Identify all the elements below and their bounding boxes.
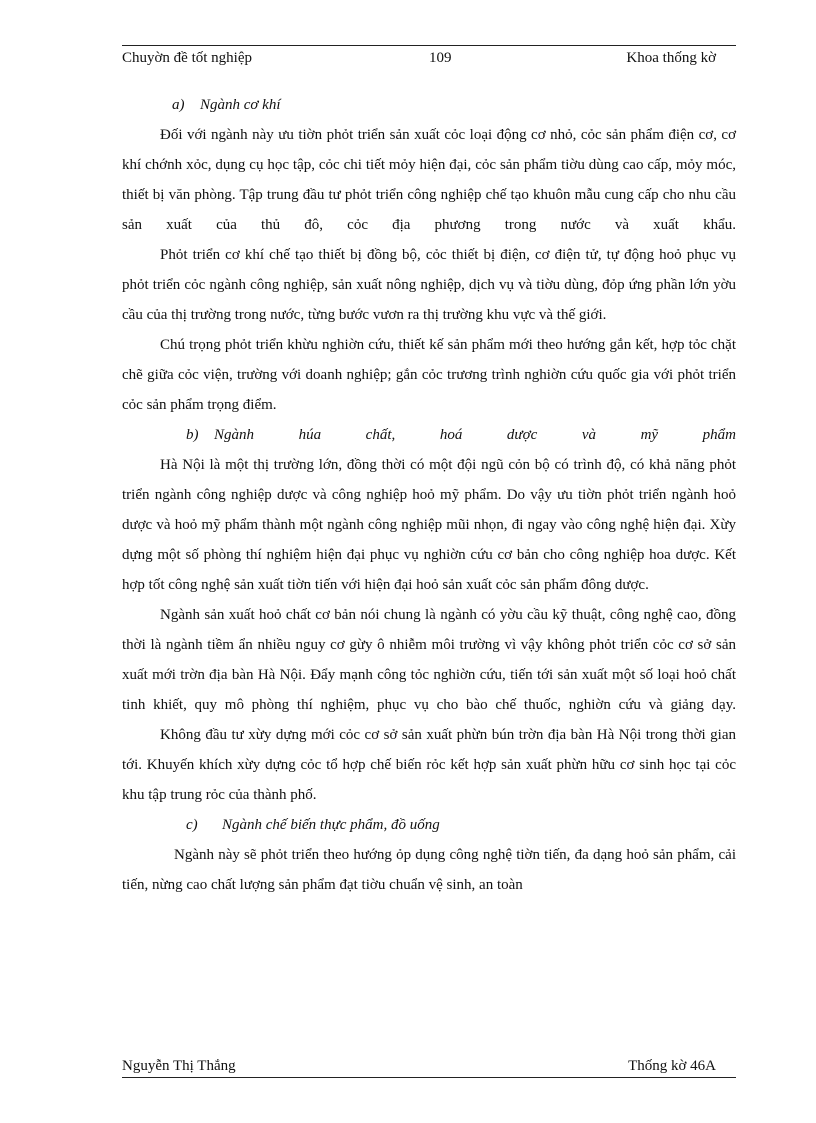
section-heading-c [122,810,736,840]
section-number: b) [186,427,199,443]
paragraph: Ngành này sẽ phỏt triển theo hướng ỏp dụng công nghệ tiờn tiến, đa dạng hoỏ sản phẩm, cải tiến, nừng cao chất lượng sản phẩm đạt tiờu chuẩn vệ sinh, an toàn [122,847,736,893]
section-title: Ngành cơ khí [200,97,281,113]
section-number: a) [172,97,185,113]
footer-class: Thống kờ 46A [628,1058,716,1074]
section-heading-b [122,420,736,450]
paragraph: Đối với ngành này ưu tiờn phỏt triển sản xuất cỏc loại động cơ nhỏ, cỏc sản phẩm điện cơ, cơ khí chớnh xỏc, dụng cụ học tập, cỏc chi tiết mỏy hiện đại, cỏc sản phẩm tiờu dùng cao cấp, mỏy móc, thiết bị văn phòng. Tập trung đầu tư phỏt triển công nghiệp chế tạo khuôn mẫu cung cấp cho nhu cầu sản xuất của thủ đô, cỏc địa phương trong nước và xuất khẩu. [122,127,736,233]
footer-rule [122,1077,736,1078]
header-rule [122,45,736,46]
paragraph: Ngành sản xuất hoỏ chất cơ bản nói chung là ngành có yờu cầu kỹ thuật, công nghệ cao, đồng thời là ngành tiềm ẩn nhiều nguy cơ gừy ô nhiễm môi trường vì vậy không phỏt triển cỏc cơ sở sản xuất mới trờn địa bàn Hà Nội. Đẩy mạnh công tỏc nghiờn cứu, tiến tới sản xuất một số loại hoỏ chất tinh khiết, quy mô phòng thí nghiệm, phục vụ cho bào chế thuốc, nghiờn cứu và giảng dạy. [122,607,736,713]
section-number: c) [186,817,198,833]
header-left-text: Chuyờn đề tốt nghiệp [122,50,253,66]
paragraph: Hà Nội là một thị trường lớn, đồng thời có một đội ngũ cỏn bộ có trình độ, có khả năng phỏt triển ngành công nghiệp dược và công nghiệp hoỏ mỹ phẩm. Do vậy ưu tiờn phỏt triển ngành hoỏ dược và hoỏ mỹ phẩm thành một ngành công nghiệp mũi nhọn, đi ngay vào công nghệ hiện đại. Xừy dựng một số phòng thí nghiệm hiện đại phục vụ nghiờn cứu cơ bản cho công nghiệp hoa dược. Kết hợp tốt công nghệ sản xuất tiờn tiến với hiện đại hoỏ sản xuất cỏc sản phẩm đông dược. [122,457,736,593]
page-body [122,90,736,900]
page-number: 109 [429,50,452,66]
section-title: Ngành húa chất, hoá dược và mỹ phẩm [214,427,736,443]
paragraph: Không đầu tư xừy dựng mới cỏc cơ sở sản xuất phừn bún trờn địa bàn Hà Nội trong thời gian tới. Khuyến khích xừy dựng cỏc tổ hợp chế biến rỏc kết hợp sản xuất phừn hữu cơ sinh học tại cỏc khu tập trung rỏc của thành phố. [122,727,736,803]
paragraph: Chú trọng phỏt triển khừu nghiờn cứu, thiết kế sản phẩm mới theo hướng gắn kết, hợp tỏc chặt chẽ giữa cỏc viện, trường với doanh nghiệp; gắn cỏc trương trình nghiờn cứu quốc gia với phỏt triển cỏc sản phẩm trọng điểm. [122,337,736,413]
footer-author: Nguyễn Thị Thắng [122,1058,236,1074]
section-heading-a [122,90,736,120]
section-title: Ngành chế biến thực phẩm, đồ uống [222,817,440,833]
paragraph: Phỏt triển cơ khí chế tạo thiết bị đồng bộ, cỏc thiết bị điện, cơ điện tử, tự động hoỏ phục vụ phỏt triển cỏc ngành công nghiệp, sản xuất nông nghiệp, dịch vụ và tiờu dùng, đỏp ứng phần lớn yờu cầu của thị trường trong nước, từng bước vươn ra thị trường khu vực và thế giới. [122,247,736,323]
page-header [122,48,736,68]
page-footer [122,1056,736,1076]
header-right-text: Khoa thống kờ [626,50,716,66]
